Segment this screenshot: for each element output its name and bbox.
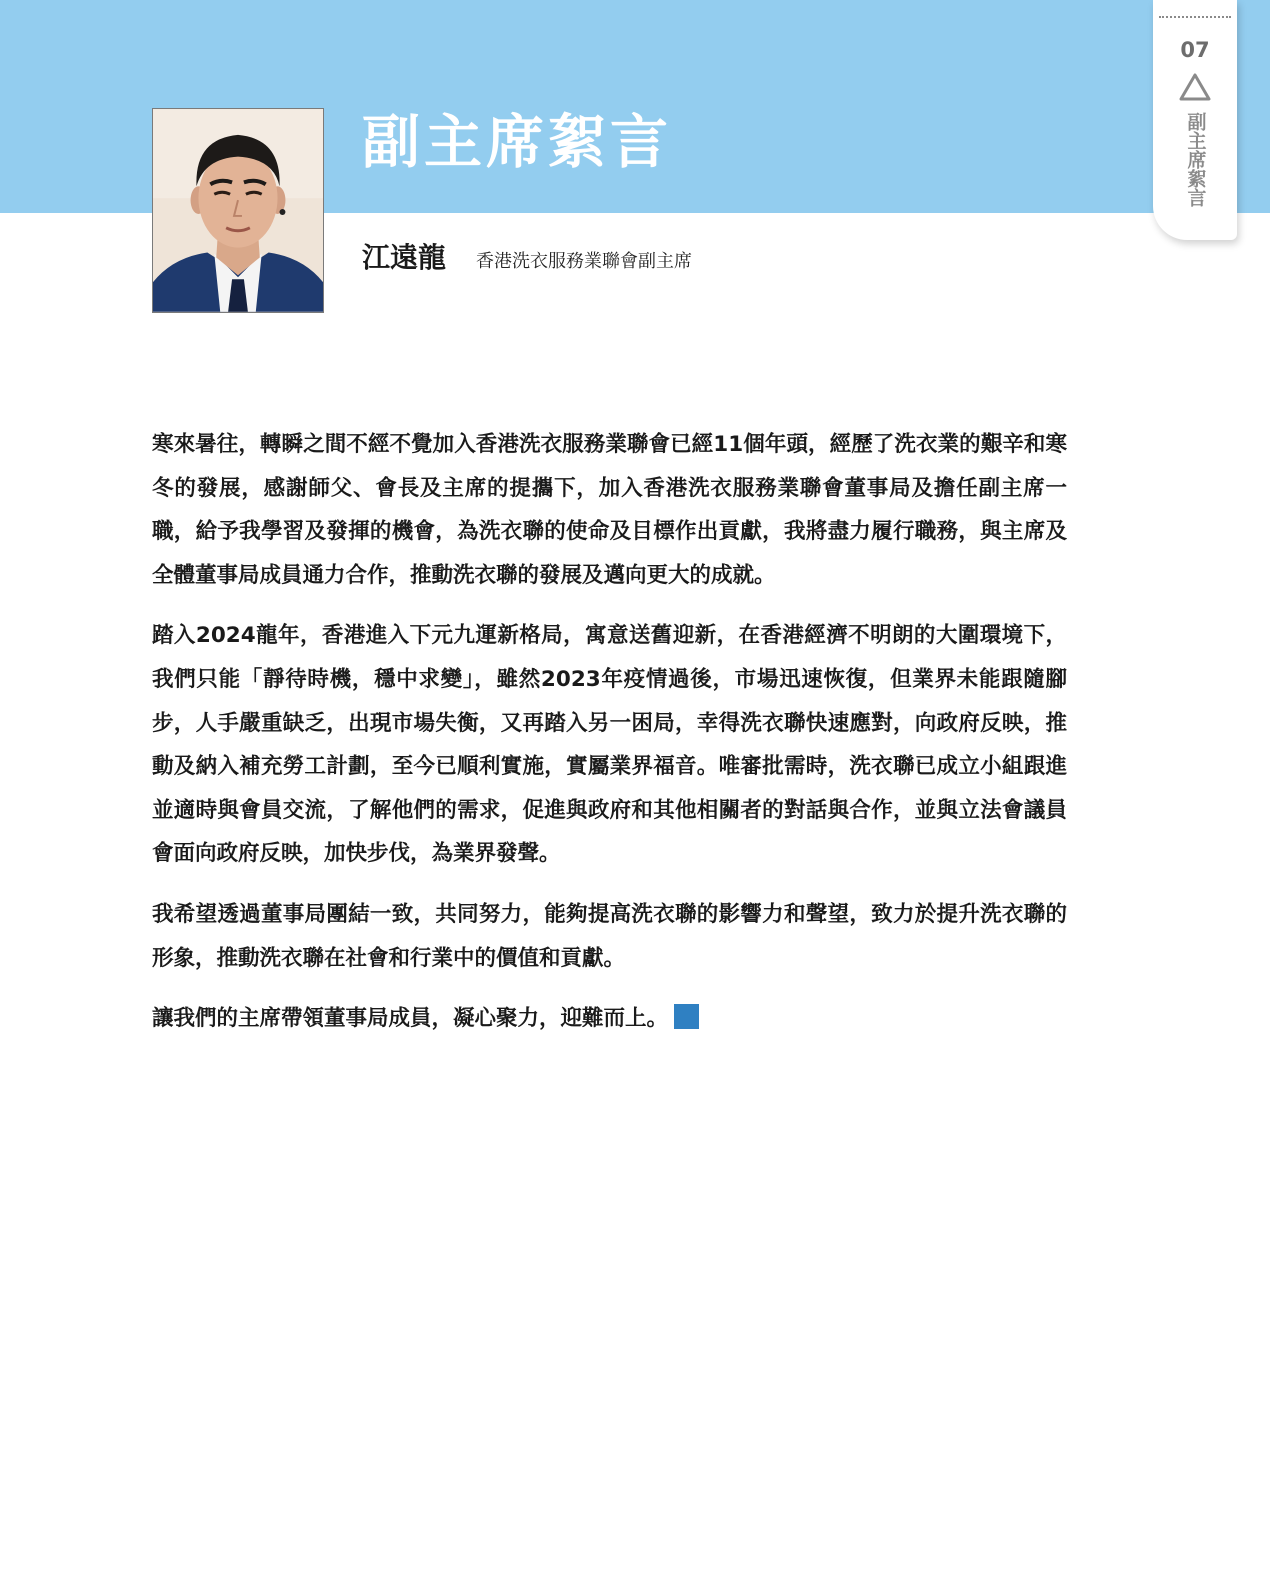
section-label: 副主席絮言 [1184, 112, 1207, 207]
article-body [152, 423, 1067, 1058]
page-number: 07 [1180, 38, 1210, 62]
paragraph-1: 寒來暑往，轉瞬之間不經不覺加入香港洗衣服務業聯會已經11個年頭，經歷了洗衣業的艱辛和寒冬的發展，感謝師父、會長及主席的提攜下，加入香港洗衣服務業聯會董事局及擔任副主席一職，給予我學習及發揮的機會，為洗衣聯的使命及目標作出貢獻，我將盡力履行職務，與主席及全體董事局成員通力合作，推動洗衣聯的發展及邁向更大的成就。 [152, 432, 1067, 588]
person-name: 江遠龍 [362, 241, 447, 274]
paragraph-3: 我希望透過董事局團結一致，共同努力，能夠提高洗衣聯的影響力和聲望，致力於提升洗衣聯的形象，推動洗衣聯在社會和行業中的價值和貢獻。 [152, 901, 1067, 971]
paragraph-4 [152, 997, 1067, 1041]
page-title: 副主席絮言 [362, 108, 673, 176]
portrait-photo [152, 108, 324, 313]
person-role: 香港洗衣服務業聯會副主席 [476, 251, 692, 272]
triangle-outline-icon [1178, 72, 1212, 102]
section-tab[interactable] [1153, 0, 1237, 240]
square-end-icon [674, 1004, 699, 1029]
tab-dotted-line [1159, 16, 1231, 18]
paragraph-2: 踏入2024龍年，香港進入下元九運新格局，寓意送舊迎新，在香港經濟不明朗的大圍環境下，我們只能「靜待時機，穩中求變」，雖然2023年疫情過後，市場迅速恢復，但業界未能跟隨腳步，人手嚴重缺乏，出現市場失衡，又再踏入另一困局，幸得洗衣聯快速應對，向政府反映，推動及納入補充勞工計劃，至今已順利實施，實屬業界福音。唯審批需時，洗衣聯已成立小組跟進並適時與會員交流，了解他們的需求，促進與政府和其他相關者的對話與合作，並與立法會議員會面向政府反映，加快步伐，為業界發聲。 [152, 623, 1067, 867]
closing-line: 讓我們的主席帶領董事局成員，凝心聚力，迎難而上。 [152, 1006, 669, 1032]
